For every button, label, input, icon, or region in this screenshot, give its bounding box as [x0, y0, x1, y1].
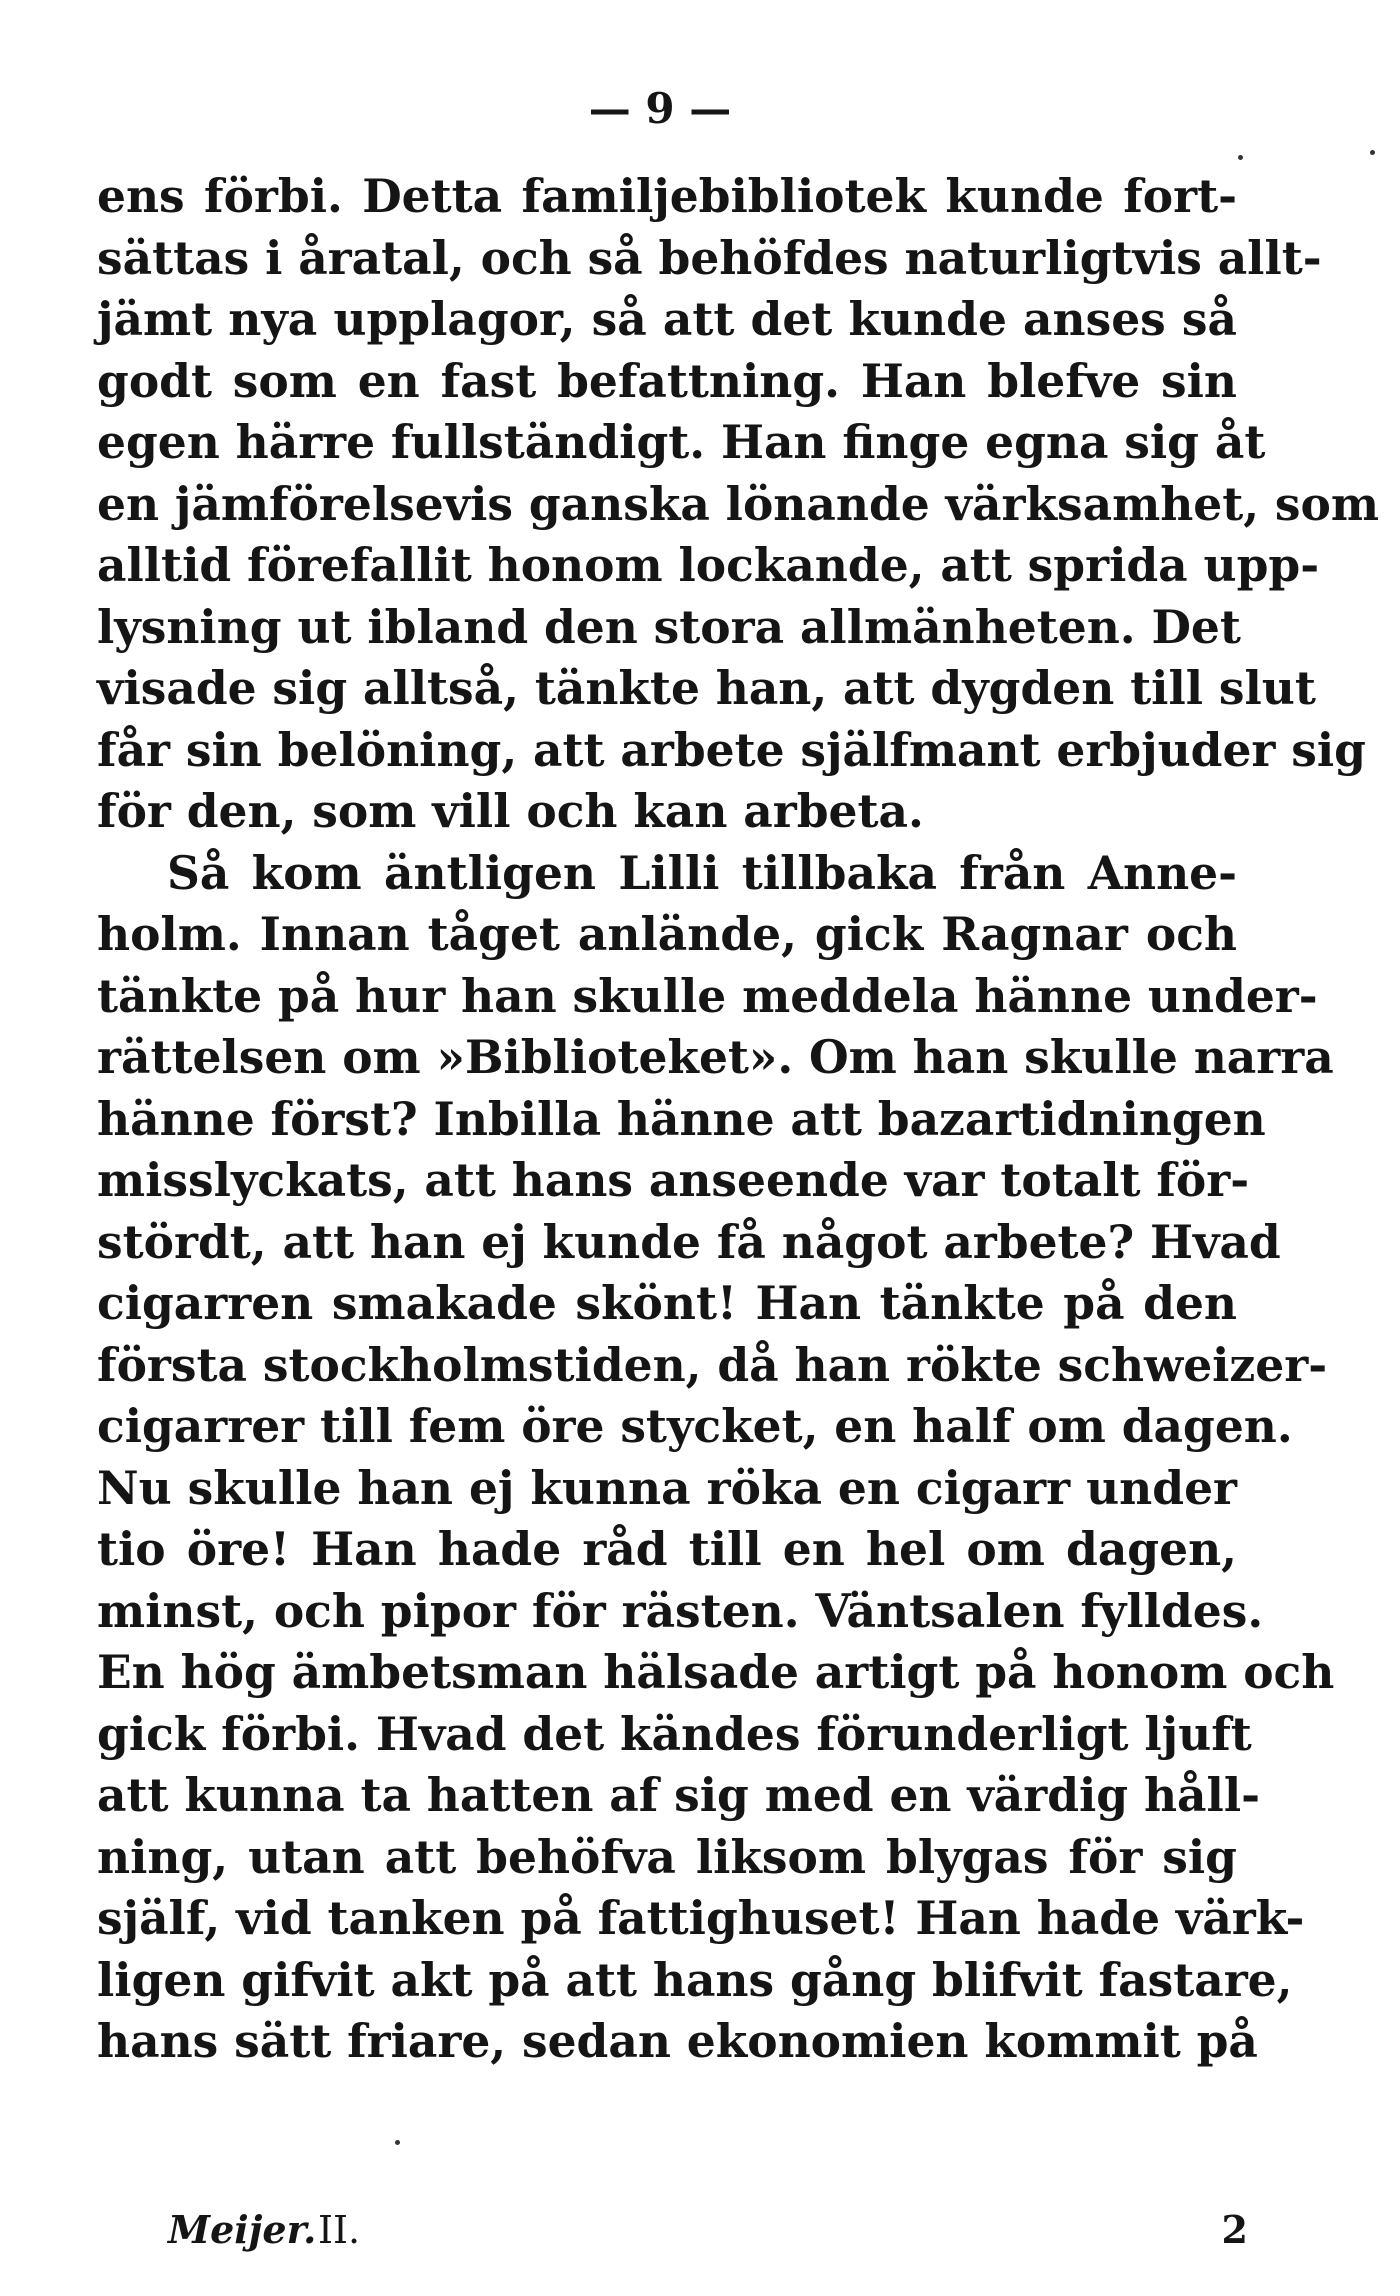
text-line: sättas i åratal, och så behöfdes naturligtvis allt- [97, 230, 1322, 285]
text-line: holm. Innan tåget anlände, gick Ragnar och [97, 907, 1237, 961]
text-line: tänkte på hur han skulle meddela hänne under- [97, 968, 1318, 1023]
sheet-mark: 2 [1221, 2207, 1248, 2252]
text-line: jämt nya upplagor, så att det kunde anses så [97, 292, 1237, 346]
volume-number: II. [318, 2208, 361, 2252]
text-line: ning, utan att behöfva liksom blygas för sig [97, 1829, 1237, 1884]
paper-speck [395, 2140, 400, 2145]
paper-speck [1238, 155, 1243, 160]
text-line: själf, vid tanken på fattighuset! Han hade värk- [97, 1891, 1305, 1945]
text-line: cigarren smakade skönt! Han tänkte på den [97, 1276, 1237, 1330]
text-line: hänne först? Inbilla hänne att bazartidningen [97, 1091, 1266, 1146]
text-line: lysning ut ibland den stora allmänheten. Det [97, 599, 1241, 654]
page-footer [168, 2200, 1248, 2260]
text-line: En hög ämbetsman hälsade artigt på honom och [97, 1645, 1335, 1699]
text-line: gick förbi. Hvad det kändes förunderligt ljuft [97, 1706, 1252, 1761]
text-line: stördt, att han ej kunde få något arbete? Hvad [97, 1214, 1281, 1269]
page-number: — 9 — [588, 84, 732, 133]
text-line: visade sig alltså, tänkte han, att dygden till slut [97, 661, 1316, 715]
paper-speck [1370, 150, 1375, 155]
text-line: ens förbi. Detta familjebibliotek kunde fort- [97, 169, 1237, 223]
body-text [97, 166, 1380, 2073]
text-line: alltid förefallit honom lockande, att sprida upp- [97, 538, 1320, 592]
text-line: egen härre fullständigt. Han finge egna sig åt [97, 415, 1266, 469]
printer-signature: Meijer. [168, 2207, 317, 2252]
text-line: godt som en fast befattning. Han blefve sin [97, 353, 1237, 408]
text-line: för den, som vill och kan arbeta. [97, 784, 924, 838]
text-line: misslyckats, att hans anseende var totalt för- [97, 1153, 1250, 1207]
text-line: att kunna ta hatten af sig med en värdig håll- [97, 1768, 1260, 1822]
text-line: minst, och pipor för rästen. Väntsalen fylldes. [97, 1583, 1264, 1638]
text-line: får sin belöning, att arbete själfmant erbjuder sig [97, 722, 1366, 777]
text-line: Nu skulle han ej kunna röka en cigarr under [97, 1460, 1237, 1515]
text-line: tio öre! Han hade råd till en hel om dagen, [97, 1522, 1237, 1576]
text-line: ligen gifvit akt på att hans gång blifvit fastare, [97, 1952, 1293, 2007]
text-line: första stockholmstiden, då han rökte schweizer- [97, 1337, 1328, 1392]
text-line: hans sätt friare, sedan ekonomien kommit på [97, 2014, 1258, 2068]
text-line: cigarrer till fem öre stycket, en half om dagen. [97, 1399, 1293, 1453]
text-line: rättelsen om »Biblioteket». Om han skulle narra [97, 1030, 1334, 1084]
text-line: en jämförelsevis ganska lönande värksamhet, som [97, 476, 1380, 531]
text-line: Så kom äntligen Lilli tillbaka från Anne- [167, 845, 1237, 900]
